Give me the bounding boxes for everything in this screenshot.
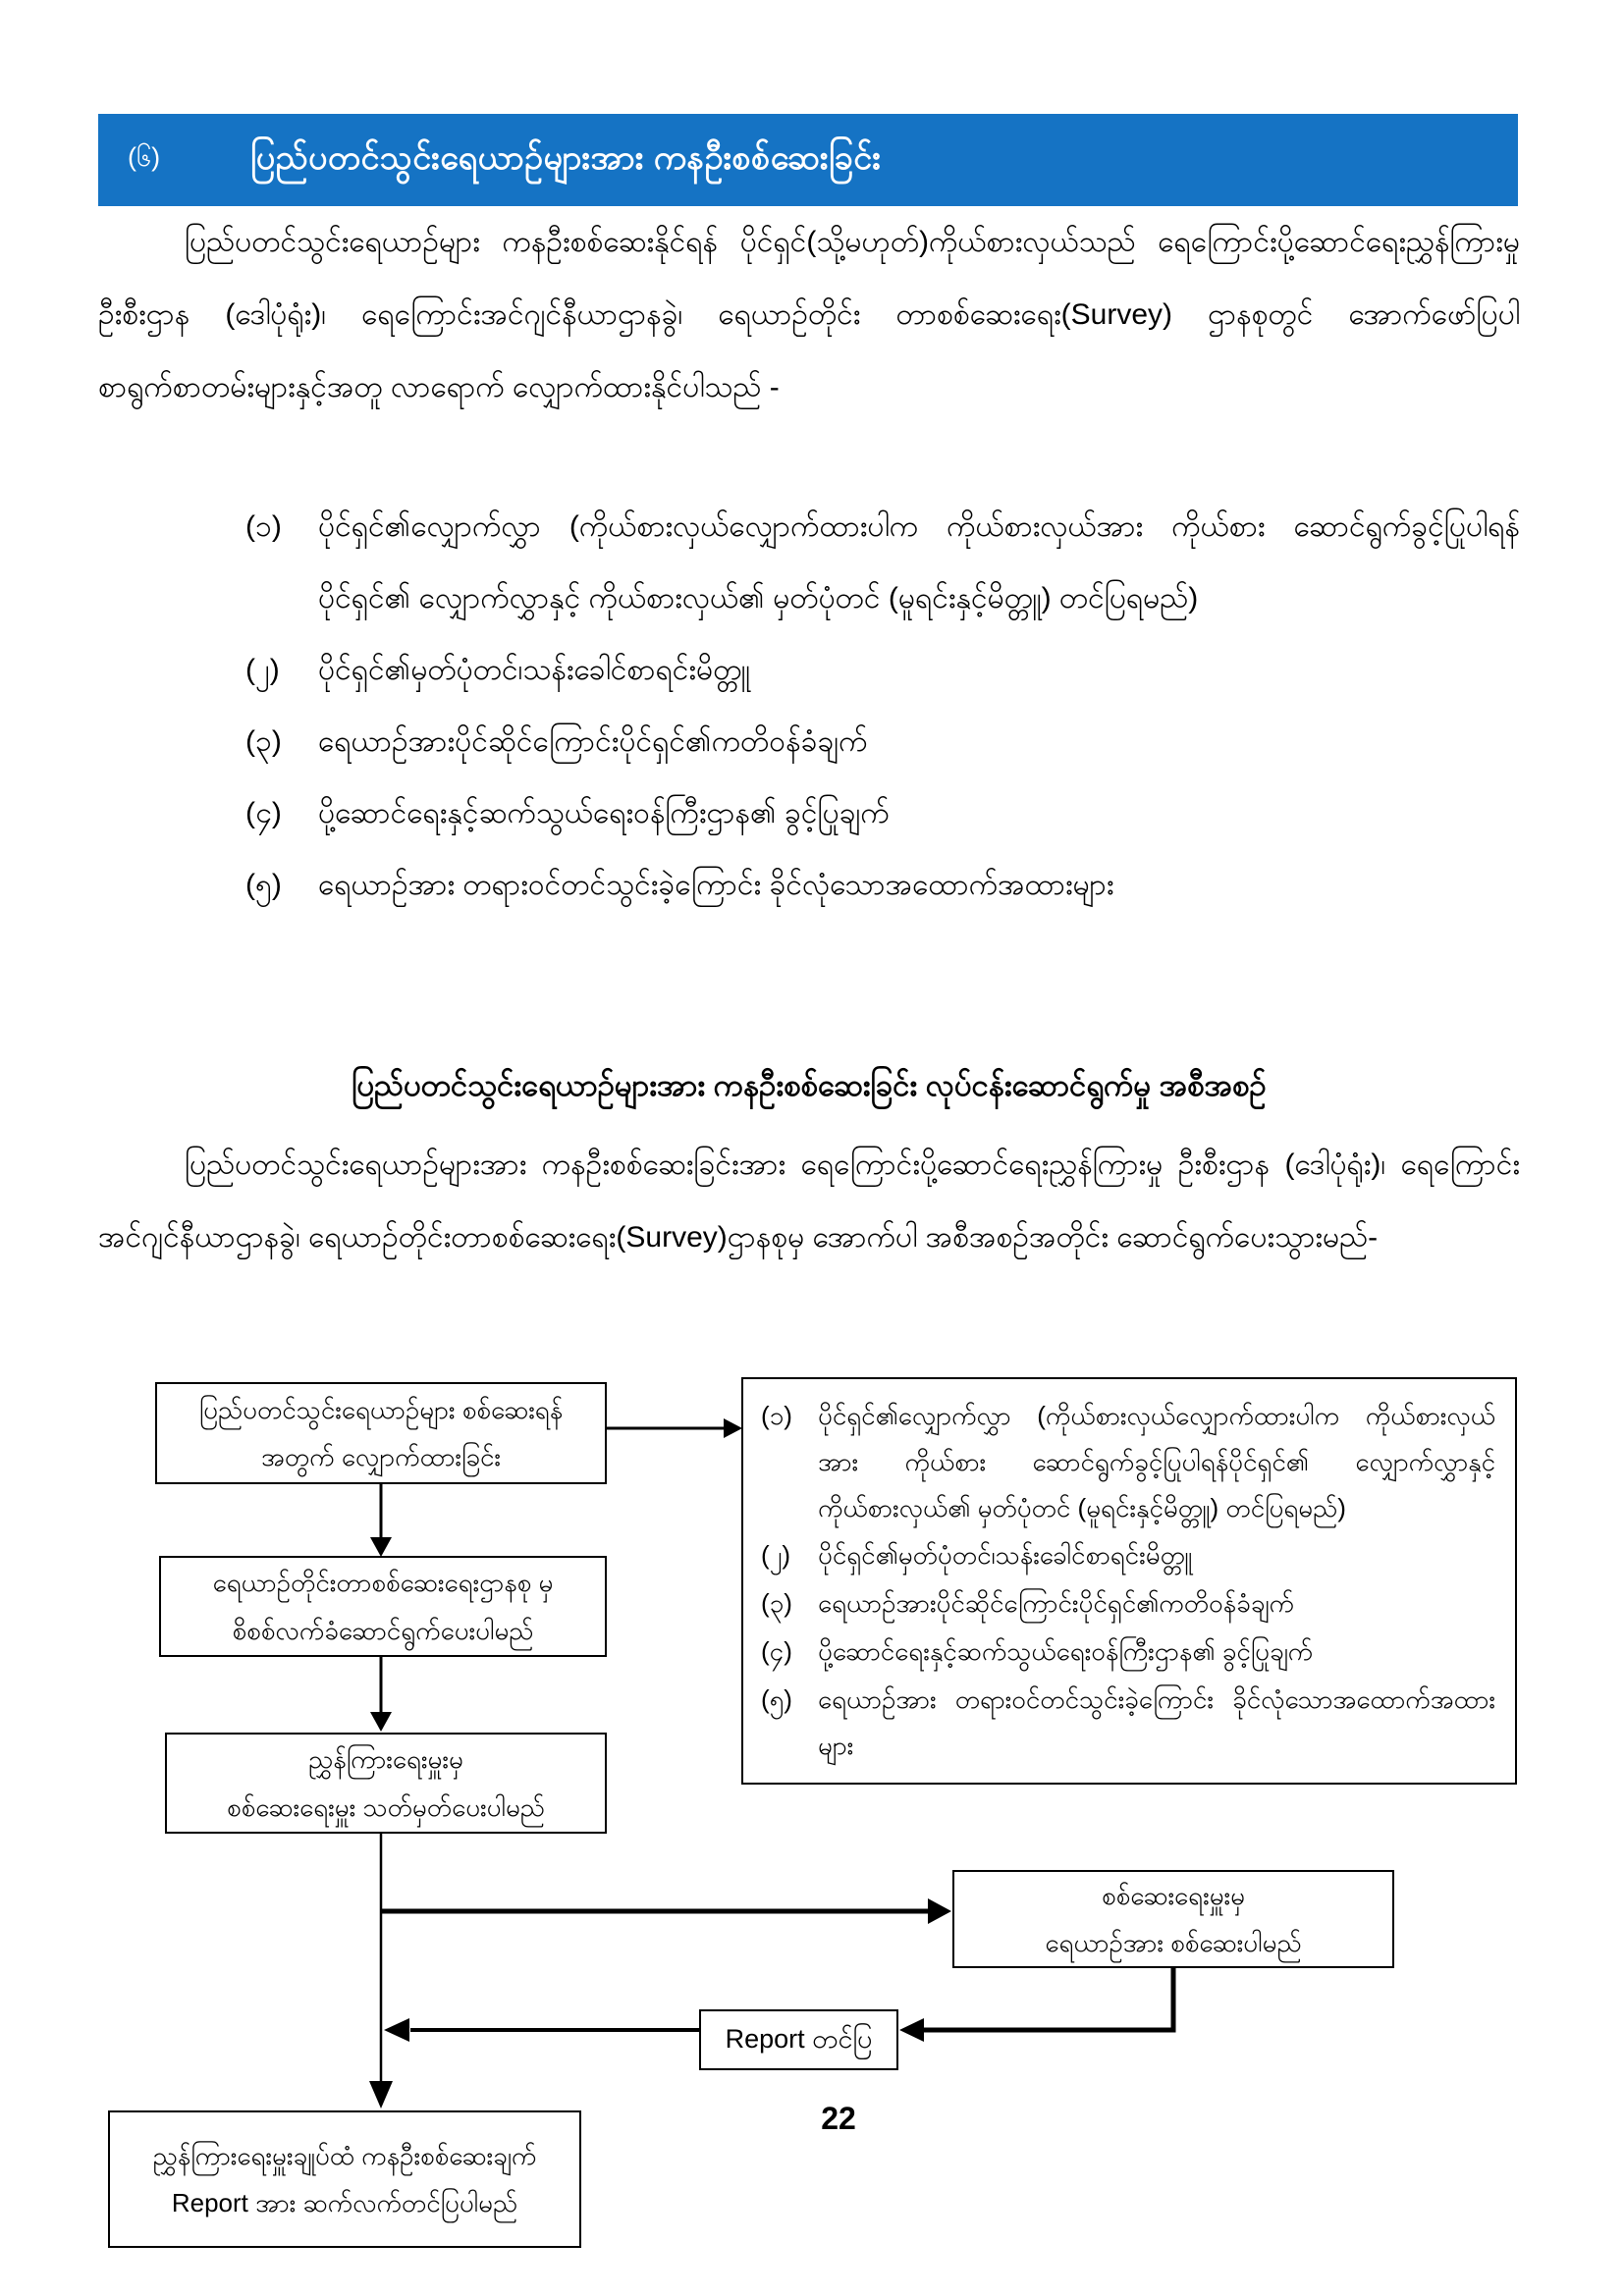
list-item-text: ပိုင်ရှင်၏မှတ်ပုံတင်၊သန်းခေါင်စာရင်းမိတ္တူ [318, 654, 751, 686]
flowchart-box-survey-department [159, 1556, 607, 1657]
box-surveyor-line1: စစ်ဆေးရေးမှူးမှ [1101, 1880, 1246, 1910]
document-list [245, 491, 1520, 921]
list-item-text: ရေယာဉ်အား တရားဝင်တင်သွင်းခဲ့ကြောင်း ခိုင်လုံသောအထောက်အထားများ [318, 869, 1114, 901]
arrow-report-to-mainline [384, 2018, 699, 2042]
list-item [245, 849, 1520, 921]
list-item-number: (၅) [245, 869, 282, 901]
flowchart-box-application [155, 1382, 607, 1484]
box-survey-line2: စိစစ်လက်ခံဆောင်ရွက်ပေးပါမည် [232, 1615, 534, 1645]
arrow-surveyor-to-report [899, 1968, 1173, 2042]
arrow-branch-to-surveyor [381, 1898, 951, 1924]
page-number: 22 [821, 2101, 856, 2136]
docs-box-item-text: ပိုင်ရှင်၏လျှောက်လွှာ (ကိုယ်စားလှယ်လျှောက်ထားပါက ကိုယ်စားလှယ်အား ကိုယ်စား ဆောင်ရွက်ခွင့်ပြုပါရန်ပိုင်ရှင်၏ လျှောက်လွှာနှင့် ကိုယ်စားလှယ်၏ မှတ်ပုံတင် (မူရင်းနှင့်မိတ္တူ) တင်ပြရမည်) [818, 1401, 1495, 1522]
list-item-text: ပို့ဆောင်ရေးနှင့်ဆက်သွယ်ရေးဝန်ကြီးဌာန၏ ခွင့်ပြုချက် [318, 797, 890, 829]
process-flowchart [98, 1374, 1526, 2296]
list-item-number: (၂) [245, 654, 280, 686]
flowchart-box-surveyor [952, 1870, 1394, 1968]
arrow-director-to-dg [369, 1834, 393, 2109]
box-dg-line1: ညွှန်ကြားရေးမှူးချုပ်ထံ ကနဦးစစ်ဆေးချက် [152, 2140, 537, 2170]
docs-box-item [761, 1677, 1495, 1769]
arrow-apply-to-survey [370, 1484, 392, 1557]
docs-box-item-text: ရေယာဉ်အား တရားဝင်တင်သွင်းခဲ့ကြောင်း ခိုင်လုံသောအထောက်အထားများ [818, 1683, 1495, 1760]
flowchart-box-director-general [108, 2110, 581, 2248]
docs-box-item-number: (၂) [761, 1540, 791, 1571]
flowchart-box-report [699, 2009, 898, 2070]
list-item [245, 777, 1520, 849]
docs-box-item-number: (၄) [761, 1635, 792, 1666]
arrow-apply-to-documents [607, 1418, 742, 1438]
procedure-heading: ပြည်ပတင်သွင်းရေယာဉ်များအား ကနဦးစစ်ဆေးခြင်း လုပ်ငန်းဆောင်ရွက်မှု အစီအစဉ် [352, 1068, 1267, 1102]
intro-paragraph: ပြည်ပတင်သွင်းရေယာဉ်များ ကနဦးစစ်ဆေးနိုင်ရန် ပိုင်ရှင်(သို့မဟုတ်)ကိုယ်စားလှယ်သည် ရေကြောင်းပို့ဆောင်ရေးညွှန်ကြားမှုဦးစီးဌာန (ဒေါပုံရုံး)၊ ရေကြောင်းအင်ဂျင်နီယာဌာနခွဲ၊ ရေယာဉ်တိုင်း တာစစ်ဆေးရေး(Survey) ဌာနစုတွင် အောက်ဖော်ပြပါ စာရွက်စာတမ်းများနှင့်အတူ လာရောက် လျှောက်ထားနိုင်ပါသည် - [98, 226, 1520, 403]
box-survey-line1: ရေယာဉ်တိုင်းတာစစ်ဆေးရေးဌာနစု မှ [212, 1568, 554, 1598]
list-item-text: ရေယာဉ်အားပိုင်ဆိုင်ကြောင်းပိုင်ရှင်၏ကတိဝန်ခံချက် [318, 725, 868, 758]
box-application-line2: အတွက် လျှောက်ထားခြင်း [260, 1442, 502, 1471]
docs-box-item-number: (၁) [761, 1401, 792, 1430]
docs-box-item-number: (၃) [761, 1588, 792, 1619]
list-item [245, 706, 1520, 777]
list-item-number: (၁) [245, 510, 282, 543]
box-application-line1: ပြည်ပတင်သွင်းရေယာဉ်များ စစ်ဆေးရန် [198, 1394, 564, 1424]
flowchart-box-director [165, 1733, 607, 1834]
box-director-line2: စစ်ဆေးရေးမှူး သတ်မှတ်ပေးပါမည် [227, 1791, 545, 1822]
docs-box-item-text: ရေယာဉ်အားပိုင်ဆိုင်ကြောင်းပိုင်ရှင်၏ကတိဝန်ခံချက် [818, 1588, 1294, 1619]
list-item-number: (၃) [245, 725, 282, 758]
box-director-line1: ညွှန်ကြားရေးမှူးမှ [308, 1744, 463, 1775]
procedure-paragraph: ပြည်ပတင်သွင်းရေယာဉ်များအား ကနဦးစစ်ဆေးခြင်းအား ရေကြောင်းပို့ဆောင်ရေးညွှန်ကြားမှု ဦးစီးဌာန (ဒေါပုံရုံး)၊ ရေကြောင်းအင်ဂျင်နီယာဌာနခွဲ၊ ရေယာဉ်တိုင်းတာစစ်ဆေးရေး(Survey)ဌာနစုမှ အောက်ပါ အစီအစဉ်အတိုင်း ဆောင်ရွက်ပေးသွားမည်- [98, 1148, 1520, 1254]
docs-box-item [761, 1629, 1495, 1675]
list-item [245, 491, 1520, 634]
docs-box-item-text: ပို့ဆောင်ရေးနှင့်ဆက်သွယ်ရေးဝန်ကြီးဌာန၏ ခွင့်ပြုချက် [818, 1635, 1314, 1666]
docs-box-item-number: (၅) [761, 1683, 792, 1714]
section-title: ပြည်ပတင်သွင်းရေယာဉ်များအား ကနဦးစစ်ဆေးခြင်း [250, 138, 882, 177]
list-item-text: ပိုင်ရှင်၏လျှောက်လွှာ (ကိုယ်စားလှယ်လျှောက်ထားပါက ကိုယ်စားလှယ်အား ကိုယ်စား ဆောင်ရွက်ခွင့်ပြုပါရန်ပိုင်ရှင်၏ လျှောက်လွှာနှင့် ကိုယ်စားလှယ်၏ မှတ်ပုံတင် (မူရင်းနှင့်မိတ္တူ) တင်ပြရမည်) [318, 510, 1520, 614]
section-number: (၆) [128, 142, 161, 172]
docs-box-item [761, 1580, 1495, 1627]
box-dg-line2: Report အား ဆက်လက်တင်ပြပါမည် [171, 2188, 518, 2217]
docs-box-item-text: ပိုင်ရှင်၏မှတ်ပုံတင်၊သန်းခေါင်စာရင်းမိတ္တူ [818, 1540, 1193, 1571]
box-report-label: Report တင်ပြ [725, 2024, 873, 2055]
docs-box-item [761, 1532, 1495, 1578]
list-item-number: (၄) [245, 797, 282, 829]
list-item [245, 634, 1520, 706]
section-header-bar [98, 114, 1518, 206]
docs-box-item [761, 1393, 1495, 1530]
arrow-survey-to-director [370, 1657, 392, 1732]
flowchart-box-required-documents [741, 1377, 1517, 1785]
box-surveyor-line2: ရေယာဉ်အား စစ်ဆေးပါမည် [1045, 1928, 1302, 1957]
